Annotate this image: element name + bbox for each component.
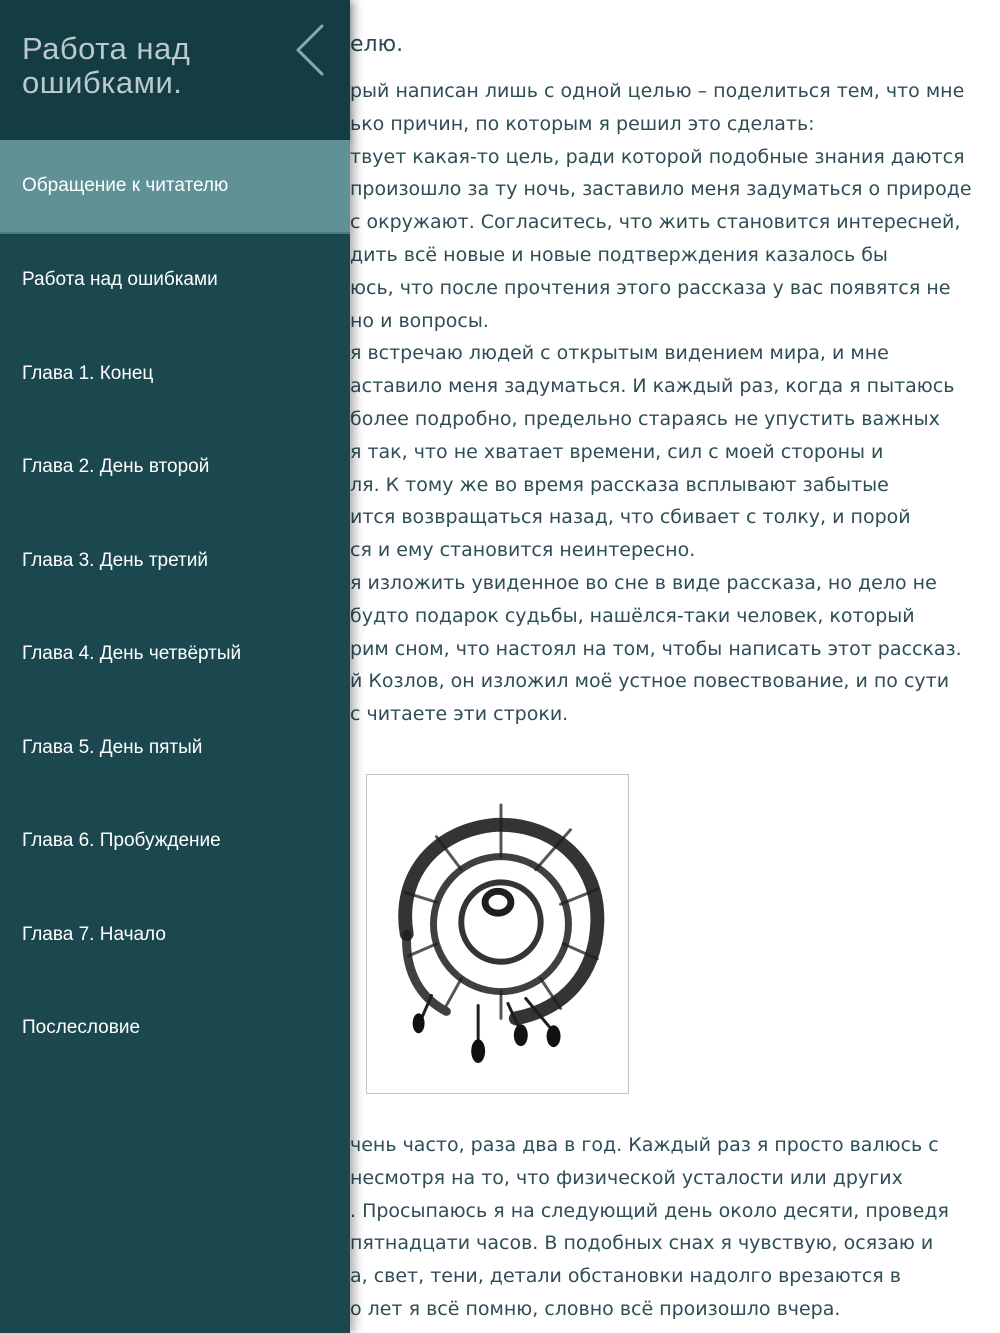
text-line-content: я встречаю людей с открытым видением мира, и мне	[350, 342, 889, 365]
menu-item-6[interactable]	[0, 608, 350, 702]
menu-item-label: Обращение к читателю	[22, 174, 229, 196]
text-line-content: пятнадцати часов. В подобных снах я чувствую, осязаю и	[350, 1232, 934, 1255]
chevron-left-icon	[290, 20, 334, 80]
menu-item-label: Глава 5. День пятый	[22, 736, 203, 758]
text-line-content: ится возвращаться назад, что сбивает с толку, и порой	[350, 506, 911, 529]
menu-item-1[interactable]	[0, 140, 350, 234]
menu-item-label: Глава 3. День третий	[22, 549, 208, 571]
text-line-content: а, свет, тени, детали обстановки надолго врезаются в	[350, 1265, 901, 1288]
text-line-content: й Козлов, он изложил моё устное повествование, и по сути	[350, 670, 950, 693]
text-line-content: с окружают. Согласитесь, что жить становится интересней,	[350, 211, 961, 234]
text-line-content: ся и ему становится неинтересно.	[350, 539, 696, 562]
text-line-content: дить всё новые и новые подтверждения казалось бы	[350, 243, 888, 266]
menu-item-9[interactable]	[0, 888, 350, 982]
text-line-content: ля. К тому же во время рассказа всплывают забытые	[350, 473, 889, 496]
text-line-content: рим сном, что настоял на том, чтобы написать этот рассказ.	[350, 637, 962, 660]
menu-item-10[interactable]	[0, 982, 350, 1076]
text-line-content: о лет я всё помню, словно всё произошло вчера.	[350, 1297, 841, 1320]
chapter-menu	[0, 140, 350, 1075]
text-line-content: более подробно, предельно стараясь не упустить важных	[350, 407, 940, 430]
navigation-drawer	[0, 0, 350, 1333]
menu-item-label: Глава 6. Пробуждение	[22, 830, 221, 852]
menu-item-label: Глава 1. Конец	[22, 362, 154, 384]
menu-item-7[interactable]	[0, 701, 350, 795]
text-line-content: рый написан лишь с одной целью – поделиться тем, что мне	[350, 80, 965, 102]
text-line-content: . Просыпаюсь я на следующий день около десяти, проведя	[350, 1199, 949, 1222]
menu-item-3[interactable]	[0, 327, 350, 421]
text-line-content: юсь, что после прочтения этого рассказа у вас появятся не	[350, 276, 951, 299]
text-line-content: ько причин, по которым я решил это сделать:	[350, 112, 815, 135]
menu-item-label: Глава 4. День четвёртый	[22, 643, 242, 665]
menu-item-label: Работа над ошибками	[22, 269, 218, 291]
text-line-content: твует какая-то цель, ради которой подобные знания даются	[350, 145, 965, 168]
content-heading: елю.	[350, 32, 404, 57]
drawer-title: Работа над ошибками.	[22, 31, 191, 100]
menu-item-8[interactable]	[0, 795, 350, 889]
drawer-header	[0, 0, 350, 140]
text-line-content: произошло за ту ночь, заставило меня задуматься о природе	[350, 178, 972, 201]
text-line-content: я так, что не хватает времени, сил с моей стороны и	[350, 440, 884, 463]
back-button[interactable]	[290, 20, 334, 80]
menu-item-4[interactable]	[0, 421, 350, 515]
text-line-content: несмотря на то, что физической усталости или других	[350, 1166, 903, 1189]
text-line-content: я изложить увиденное во сне в виде рассказа, но дело не	[350, 571, 937, 594]
text-line-content: аставило меня задуматься. И каждый раз, когда я пытаюсь	[350, 375, 955, 398]
dreamcatcher-drawing	[367, 775, 628, 1093]
menu-item-5[interactable]	[0, 514, 350, 608]
dreamcatcher-illustration	[366, 774, 629, 1094]
text-line-content: чень часто, раза два в год. Каждый раз я просто валюсь с	[350, 1134, 939, 1156]
menu-item-label: Глава 7. Начало	[22, 923, 166, 945]
menu-item-2[interactable]	[0, 234, 350, 328]
menu-item-label: Глава 2. День второй	[22, 456, 210, 478]
text-line-content: будто подарок судьбы, нашёлся-таки человек, который	[350, 604, 915, 627]
menu-item-label: Послесловие	[22, 1017, 141, 1039]
text-line-content: но и вопросы.	[350, 309, 489, 332]
text-line-content: с читаете эти строки.	[350, 703, 569, 726]
